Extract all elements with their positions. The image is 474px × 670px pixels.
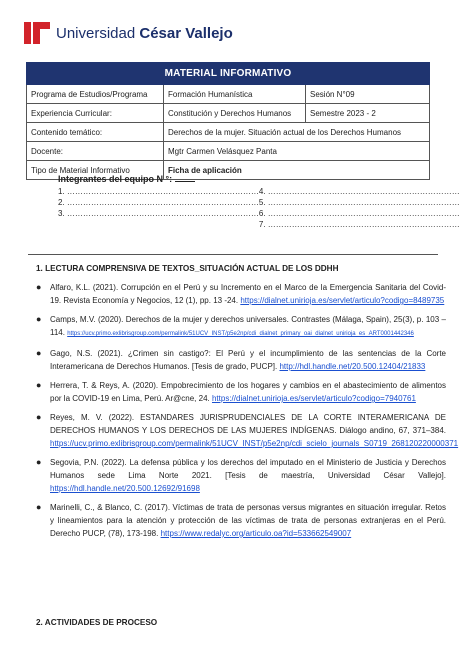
reference-item [30, 501, 446, 540]
bullet-icon: ● [36, 282, 42, 292]
bullet-icon: ● [36, 502, 42, 512]
info-table-title: MATERIAL INFORMATIVO [27, 63, 430, 85]
table-cell: Sesión N°09 [306, 85, 430, 104]
bullet-icon: ● [36, 457, 42, 467]
table-cell: Formación Humanística [164, 85, 306, 104]
bullet-icon: ● [36, 314, 42, 324]
section-divider [28, 254, 438, 255]
table-cell: Constitución y Derechos Humanos [164, 104, 306, 123]
table-cell: Ficha de aplicación [164, 161, 430, 180]
bullet-icon: ● [36, 380, 42, 390]
reference-text: Segovia, P.N. (2022). La defensa pública y los derechos del imputado en el Ministerio de Justicia y Derechos Humanos sede Lima Norte 2021. [Tesis de maestría, Universidad César Vallejo]. [50, 458, 446, 480]
reference-text: Camps, M.V. (2020). Derechos de la mujer y derechos universales. Contrastes (Málaga, Spain), 25(3), p. 103 – 114. [50, 315, 446, 337]
reference-link[interactable]: https://dialnet.unirioja.es/servlet/articulo?codigo=7940761 [211, 394, 416, 403]
bullet-icon: ● [36, 412, 42, 422]
team-member-line[interactable]: 6. ……………………………………………………………… [258, 209, 460, 218]
reference-link[interactable]: https://ucv.primo.exlibrisgroup.com/permalink/51UCV_INST/p5e2np/cdi_dialnet_primary_oai_dialnet_unirioja_es_ART0001442346 [67, 331, 414, 337]
team-member-line[interactable]: 2. ……………………………………………………………… [58, 198, 259, 207]
university-name: Universidad César Vallejo [56, 24, 233, 42]
table-row [27, 142, 430, 161]
section-title: 2. ACTIVIDADES DE PROCESO [36, 618, 158, 627]
reference-text: Alfaro, K.L. (2021). Corrupción en el Perú y su Incremento en el Marco de la Emergencia Sanitaria del Covid-19. Revista Economía y Negocios, 12 (1), pp. 13 -24. [50, 283, 446, 305]
reference-link[interactable]: https://www.redalyc.org/articulo.oa?id=533662549007 [160, 529, 352, 538]
team-member-line[interactable]: 1. ……………………………………………………………… [58, 187, 259, 196]
team-number-blank[interactable] [175, 181, 195, 182]
university-logo [24, 20, 233, 46]
info-table [26, 62, 430, 180]
reference-link[interactable]: https://dialnet.unirioja.es/servlet/articulo?codigo=8489735 [240, 296, 445, 305]
table-cell: Derechos de la mujer. Situación actual de los Derechos Humanos [164, 123, 430, 142]
table-cell: Docente: [27, 142, 164, 161]
reference-item [30, 313, 446, 341]
team-member-line[interactable]: 5. ……………………………………………………………… [258, 198, 460, 207]
table-cell: Mgtr Carmen Velásquez Panta [164, 142, 430, 161]
reference-item [30, 456, 446, 495]
table-row [27, 123, 430, 142]
reference-link[interactable]: http://hdl.handle.net/20.500.12404/21833 [279, 362, 426, 371]
table-cell: Experiencia Curricular: [27, 104, 164, 123]
reference-link[interactable]: https://hdl.handle.net/20.500.12692/91698 [50, 484, 200, 493]
table-cell: Programa de Estudios/Programa [27, 85, 164, 104]
team-member-line[interactable]: 3. ……………………………………………………………… [58, 209, 259, 218]
team-members [58, 174, 458, 231]
ucv-logo-icon [24, 20, 50, 46]
reference-item [30, 379, 446, 405]
reference-item [30, 347, 446, 373]
reference-text: Reyes, M. V. (2022). ESTANDARES JURISPRUDENCIALES DE LA CORTE INTERAMERICANA DE DERECHOS HUMANOS Y LOS DERECHOS DE LAS MUJERES INDÍGENAS. Diálogo andino, 67, 371–384. [50, 413, 446, 435]
reference-item [30, 281, 446, 307]
team-column-left [58, 187, 259, 231]
reference-link[interactable]: https://ucv.primo.exlibrisgroup.com/permalink/51UCV_INST/p5e2np/cdi_scielo_journals_S0719_268120220000371 [50, 439, 459, 448]
reference-text: Gago, N.S. (2021). ¿Crimen sin castigo?: El Perú y el incumplimiento de las sentencias de la Corte Interamericana de Derechos Humanos. [Tesis de grado, PUCP]. [50, 349, 446, 371]
table-cell: Tipo de Material Informativo [27, 161, 164, 180]
reference-item [30, 411, 459, 450]
table-cell: Semestre 2023 - 2 [306, 104, 430, 123]
team-member-line[interactable]: 4. ……………………………………………………………… [258, 187, 460, 196]
team-member-line[interactable]: 7. ……………………………………………………………… [258, 220, 460, 229]
reference-text: Herrera, T. & Reys, A. (2020). Empobrecimiento de los hogares y cambios en el abastecimiento de alimentos por la COVID-19 en Lima, Perú. Ar@cne, 24. [50, 381, 446, 403]
reference-text: Marinelli, C., & Blanco, C. (2017). Víctimas de trata de personas versus migrantes en situación irregular. Retos y lineamientos para la atención y protección de las víctimas de trata de personas extranjeras en el Perú. Derecho PUCP, (78), 173-198. [50, 503, 446, 538]
table-row [27, 85, 430, 104]
team-column-right [259, 187, 460, 231]
main-content [30, 262, 459, 546]
team-title: Integrantes del equipo N °: [58, 174, 458, 184]
table-row [27, 104, 430, 123]
section-title: 1. LECTURA COMPRENSIVA DE TEXTOS_SITUACIÓN ACTUAL DE LOS DDHH [36, 264, 339, 273]
bullet-icon: ● [36, 348, 42, 358]
table-cell: Contenido temático: [27, 123, 164, 142]
